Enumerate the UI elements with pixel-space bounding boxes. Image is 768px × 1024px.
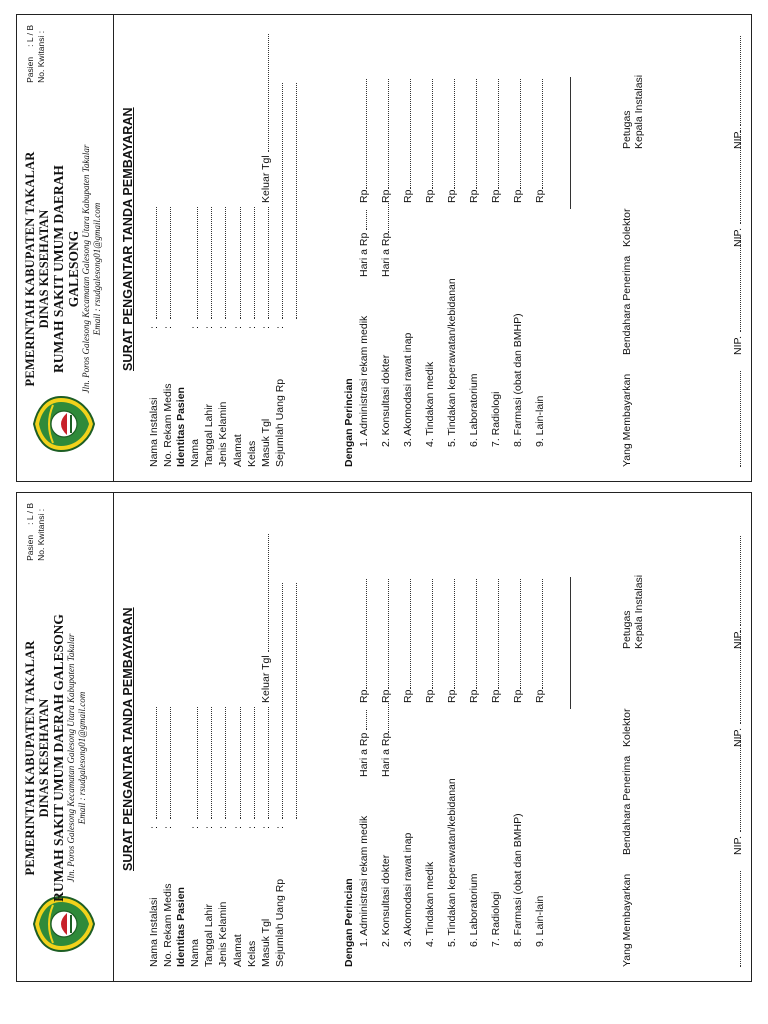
rp-label: Rp <box>490 189 502 203</box>
field-label: Nama Instalasi <box>148 897 160 967</box>
field-blank[interactable] <box>161 207 171 319</box>
field-label: Nama Instalasi <box>148 397 160 467</box>
form-copy-1-rotated <box>17 14 744 482</box>
field-kelas <box>245 527 259 967</box>
breakdown-item <box>533 527 555 967</box>
field-blank[interactable] <box>273 83 283 319</box>
field-jenis-kelamin <box>216 27 230 467</box>
payer-signature <box>621 874 633 967</box>
amount-blank[interactable] <box>489 579 499 689</box>
daily-rate-label: Hari a Rp <box>380 232 392 277</box>
field-label: Masuk Tgl <box>259 418 272 467</box>
payment-form <box>17 493 752 982</box>
field-label: Tanggal Lahir <box>203 403 216 467</box>
amount-blank[interactable] <box>379 79 389 189</box>
daily-rate-label: Hari a Rp <box>358 232 370 277</box>
field-blank[interactable] <box>231 207 241 319</box>
field-colon: : <box>259 326 272 329</box>
breakdown-heading: Dengan Perincian <box>343 878 355 967</box>
header-divider <box>113 493 114 982</box>
field-colon: : <box>189 326 202 329</box>
nip-blank[interactable] <box>731 536 741 626</box>
rp-label: Rp <box>424 689 436 703</box>
daily-rate-label: Hari a Rp <box>358 732 370 777</box>
field-colon: : <box>273 826 286 829</box>
kwitansi-label: No. Kwitansi : <box>36 508 46 561</box>
rp-label: Rp <box>512 689 524 703</box>
field-colon: : <box>217 826 230 829</box>
letterhead-text <box>23 135 103 403</box>
rp-label: Rp <box>358 689 370 703</box>
identity-section <box>147 27 297 467</box>
field-label: Nama <box>189 438 202 467</box>
field-tanggal-lahir <box>202 527 216 967</box>
breakdown-item <box>445 27 467 467</box>
rp-label: Rp <box>512 189 524 203</box>
breakdown-item-label: 6. Laboratorium <box>468 373 480 447</box>
nip-label: NIP. <box>732 227 744 247</box>
field-nama <box>188 27 202 467</box>
collector-signature <box>621 208 633 247</box>
field-label: No. Rekam Medis <box>162 883 175 967</box>
breakdown-item <box>401 27 423 467</box>
field-blank[interactable] <box>231 707 241 819</box>
field-blank[interactable] <box>245 207 255 319</box>
field-nama <box>188 527 202 967</box>
field-sejumlah-uang <box>273 527 287 967</box>
payer-label: Yang Membayarkan <box>621 873 633 967</box>
amount-blank[interactable] <box>467 579 477 689</box>
field-label: No. Rekam Medis <box>162 383 175 467</box>
daily-rate <box>379 703 392 777</box>
identity-heading <box>175 27 188 467</box>
nip-blank[interactable] <box>731 736 741 832</box>
cost-breakdown <box>343 527 555 967</box>
field-masuk-keluar <box>259 27 273 467</box>
breakdown-item-label: 4. Tindakan medik <box>424 861 436 947</box>
nip-label: NIP. <box>732 835 744 855</box>
hospital-address: Jln. Poros Galesong Kecamatan Galesong Utara Kabupaten Takalar <box>66 633 76 883</box>
officer-signature <box>621 75 645 149</box>
rp-label: Rp <box>424 189 436 203</box>
breakdown-item <box>489 527 511 967</box>
breakdown-item <box>467 27 489 467</box>
field-kelas <box>245 27 259 467</box>
breakdown-item-label: 4. Tindakan medik <box>424 361 436 447</box>
payer-sign-blank[interactable] <box>731 871 741 967</box>
amount-blank[interactable] <box>489 79 499 189</box>
payer-label: Yang Membayarkan <box>621 373 633 467</box>
breakdown-item-label: 1. Administrasi rekam medik <box>358 815 370 947</box>
breakdown-item <box>401 527 423 967</box>
field-blank[interactable] <box>147 207 157 319</box>
payer-nip <box>731 371 744 467</box>
breakdown-item <box>533 27 555 467</box>
rp-label: Rp <box>380 189 392 203</box>
field-colon: : <box>162 826 175 829</box>
field-label: Sejumlah Uang Rp <box>273 878 286 967</box>
field-blank[interactable] <box>216 707 226 819</box>
field-blank[interactable] <box>259 207 269 319</box>
patient-receipt-box <box>25 503 47 561</box>
form-copy-2 <box>16 492 752 982</box>
breakdown-item <box>511 27 533 467</box>
field-blank[interactable] <box>147 707 157 819</box>
field-label: Tanggal Lahir <box>203 903 216 967</box>
amount-blank[interactable] <box>445 579 455 689</box>
amount-blank[interactable] <box>533 579 543 689</box>
total-line <box>570 577 571 709</box>
breakdown-item-label: 8. Farmasi (obat dan BMHP) <box>512 313 524 447</box>
daily-rate-label: Hari a Rp <box>380 732 392 777</box>
breakdown-item-label: 3. Akomodasi rawat inap <box>402 332 414 447</box>
rp-label: Rp <box>534 689 546 703</box>
daily-rate <box>357 203 370 277</box>
keluar-label: Keluar Tgl <box>259 155 272 203</box>
patient-receipt-box <box>25 25 47 83</box>
amount-blank[interactable] <box>445 79 455 189</box>
daily-rate-blank[interactable] <box>379 203 389 233</box>
breakdown-item-label: 2. Konsultasi dokter <box>380 854 392 947</box>
field-colon: : <box>189 826 202 829</box>
amount-continuation <box>287 27 297 467</box>
rp-label: Rp <box>468 689 480 703</box>
field-blank[interactable] <box>259 707 269 819</box>
keluar-blank[interactable] <box>259 34 269 152</box>
total-line <box>570 77 571 209</box>
breakdown-item-label: 5. Tindakan keperawatan/kebidanan <box>446 278 458 447</box>
field-colon: : <box>259 826 272 829</box>
breakdown-item <box>357 527 379 967</box>
collector-label: Kolektor <box>621 208 633 247</box>
hospital-name: RUMAH SAKIT UMUM DAERAH GALESONG <box>51 614 66 902</box>
letterhead <box>17 493 112 982</box>
field-blank[interactable] <box>245 707 255 819</box>
field-blank[interactable] <box>202 207 212 319</box>
daily-rate-blank[interactable] <box>379 703 389 733</box>
field-label: Jenis Kelamin <box>217 901 230 967</box>
daily-rate <box>379 203 392 277</box>
field-nama-instalasi <box>147 27 161 467</box>
officer-signature <box>621 575 645 649</box>
field-colon: : <box>231 826 244 829</box>
nip-label: NIP. <box>732 629 744 649</box>
payment-form <box>17 15 752 482</box>
nip-label: NIP. <box>732 335 744 355</box>
breakdown-item <box>445 527 467 967</box>
amount-blank[interactable] <box>511 579 521 689</box>
breakdown-item <box>423 527 445 967</box>
field-alamat <box>231 27 245 467</box>
field-label: Nama <box>189 938 202 967</box>
breakdown-item-label: 7. Radiologi <box>490 891 502 947</box>
field-colon: : <box>162 326 175 329</box>
rp-label: Rp <box>468 189 480 203</box>
field-blank[interactable] <box>188 707 198 819</box>
identity-section <box>147 527 297 967</box>
amount-blank[interactable] <box>379 579 389 689</box>
breakdown-items <box>357 527 555 967</box>
officer-nip <box>731 536 744 649</box>
treasurer-label: Bendahara Penerima <box>621 755 633 855</box>
field-blank[interactable] <box>161 707 171 819</box>
form-title: SURAT PENGANTAR TANDA PEMBAYARAN <box>121 607 135 871</box>
hospital-email: Email : rsudgalesong01@gmail.com <box>92 202 102 336</box>
field-blank[interactable] <box>287 83 297 319</box>
header-divider <box>113 15 114 482</box>
field-colon: : <box>273 326 286 329</box>
pasien-label: Pasien <box>25 534 35 561</box>
field-sejumlah-uang <box>273 27 287 467</box>
cost-breakdown <box>343 27 555 467</box>
hospital-name: RUMAH SAKIT UMUM DAERAH GALESONG <box>51 165 81 373</box>
rp-label: Rp <box>490 689 502 703</box>
pasien-label: Pasien <box>25 56 35 83</box>
head-label: Kepala Instalasi <box>633 74 645 149</box>
nip-blank[interactable] <box>731 36 741 126</box>
rp-label: Rp <box>358 189 370 203</box>
daily-rate-blank[interactable] <box>357 210 367 230</box>
rp-label: Rp <box>534 189 546 203</box>
department-name: DINAS KESEHATAN <box>37 209 51 329</box>
hospital-email: Email : rsudgalesong01@gmail.com <box>77 691 87 825</box>
nip-blank[interactable] <box>731 236 741 332</box>
field-blank[interactable] <box>216 207 226 319</box>
treasurer-nip <box>731 736 744 855</box>
breakdown-item-label: 1. Administrasi rekam medik <box>358 315 370 447</box>
collector-label: Kolektor <box>621 708 633 747</box>
form-copy-2-rotated <box>17 492 744 982</box>
field-colon: : <box>148 826 160 829</box>
field-nama-instalasi <box>147 527 161 967</box>
pasien-value: : L / B <box>25 25 35 47</box>
treasurer-signature <box>621 756 633 855</box>
nip-label: NIP. <box>732 727 744 747</box>
treasurer-nip <box>731 236 744 355</box>
identity-heading <box>175 527 188 967</box>
breakdown-item-label: 2. Konsultasi dokter <box>380 354 392 447</box>
rp-label: Rp <box>380 689 392 703</box>
amount-blank[interactable] <box>467 79 477 189</box>
field-colon: : <box>245 826 258 829</box>
kwitansi-label: No. Kwitansi : <box>36 30 46 83</box>
identity-heading-label: Identitas Pasien <box>175 887 188 967</box>
field-label: Alamat <box>231 934 244 967</box>
amount-blank[interactable] <box>401 79 411 189</box>
field-blank[interactable] <box>273 583 283 819</box>
daily-rate-blank[interactable] <box>357 710 367 730</box>
nip-label: NIP. <box>732 129 744 149</box>
amount-blank[interactable] <box>357 79 367 189</box>
officer-label: Petugas <box>621 110 633 149</box>
field-colon: : <box>148 326 160 329</box>
field-colon: : <box>217 326 230 329</box>
breakdown-item-label: 5. Tindakan keperawatan/kebidanan <box>446 778 458 947</box>
field-no-rekam-medis <box>161 527 175 967</box>
breakdown-item <box>467 527 489 967</box>
amount-blank[interactable] <box>423 579 433 689</box>
field-blank[interactable] <box>202 707 212 819</box>
breakdown-item <box>357 27 379 467</box>
letterhead <box>17 15 112 482</box>
breakdown-item-label: 9. Lain-lain <box>534 395 546 447</box>
field-jenis-kelamin <box>216 527 230 967</box>
field-colon: : <box>203 826 216 829</box>
field-masuk-keluar <box>259 527 273 967</box>
rp-label: Rp <box>402 189 414 203</box>
field-label: Sejumlah Uang Rp <box>273 378 286 467</box>
field-label: Alamat <box>231 434 244 467</box>
breakdown-item <box>379 27 401 467</box>
rp-label: Rp <box>402 689 414 703</box>
field-colon: : <box>245 326 258 329</box>
payer-signature <box>621 374 633 467</box>
payer-nip <box>731 871 744 967</box>
letterhead-text <box>23 613 88 903</box>
identity-heading-label: Identitas Pasien <box>175 387 188 467</box>
breakdown-item <box>423 27 445 467</box>
officer-label: Petugas <box>621 610 633 649</box>
amount-blank[interactable] <box>357 579 367 689</box>
breakdown-item-label: 3. Akomodasi rawat inap <box>402 832 414 947</box>
field-blank[interactable] <box>188 207 198 319</box>
treasurer-signature <box>621 256 633 355</box>
amount-blank[interactable] <box>533 79 543 189</box>
breakdown-item-label: 6. Laboratorium <box>468 873 480 947</box>
field-label: Kelas <box>245 940 258 967</box>
rp-label: Rp <box>446 689 458 703</box>
breakdown-item <box>511 527 533 967</box>
rp-label: Rp <box>446 189 458 203</box>
daily-rate <box>357 703 370 777</box>
keluar-blank[interactable] <box>259 534 269 652</box>
breakdown-items <box>357 27 555 467</box>
government-name: PEMERINTAH KABUPATEN TAKALAR <box>23 151 37 387</box>
payer-sign-blank[interactable] <box>731 371 741 467</box>
amount-continuation <box>287 527 297 967</box>
field-alamat <box>231 527 245 967</box>
breakdown-item-label: 7. Radiologi <box>490 391 502 447</box>
field-tanggal-lahir <box>202 27 216 467</box>
head-label: Kepala Instalasi <box>633 574 645 649</box>
breakdown-item <box>379 527 401 967</box>
field-label: Kelas <box>245 440 258 467</box>
pasien-value: : L / B <box>25 503 35 525</box>
treasurer-label: Bendahara Penerima <box>621 255 633 355</box>
government-name: PEMERINTAH KABUPATEN TAKALAR <box>23 640 37 876</box>
amount-blank[interactable] <box>511 79 521 189</box>
form-title: SURAT PENGANTAR TANDA PEMBAYARAN <box>121 107 135 371</box>
keluar-label: Keluar Tgl <box>259 655 272 703</box>
form-copy-1 <box>16 14 752 482</box>
collector-signature <box>621 708 633 747</box>
field-colon: : <box>231 326 244 329</box>
department-name: DINAS KESEHATAN <box>37 698 51 818</box>
breakdown-item <box>489 27 511 467</box>
officer-nip <box>731 36 744 149</box>
hospital-address: Jln. Poros Galesong Kecamatan Galesong Utara Kabupaten Takalar <box>81 144 91 394</box>
amount-blank[interactable] <box>423 79 433 189</box>
field-colon: : <box>203 326 216 329</box>
amount-blank[interactable] <box>401 579 411 689</box>
breakdown-item-label: 9. Lain-lain <box>534 895 546 947</box>
breakdown-item-label: 8. Farmasi (obat dan BMHP) <box>512 813 524 947</box>
field-label: Masuk Tgl <box>259 918 272 967</box>
field-label: Jenis Kelamin <box>217 401 230 467</box>
field-blank[interactable] <box>287 583 297 819</box>
breakdown-heading: Dengan Perincian <box>343 378 355 467</box>
field-no-rekam-medis <box>161 27 175 467</box>
